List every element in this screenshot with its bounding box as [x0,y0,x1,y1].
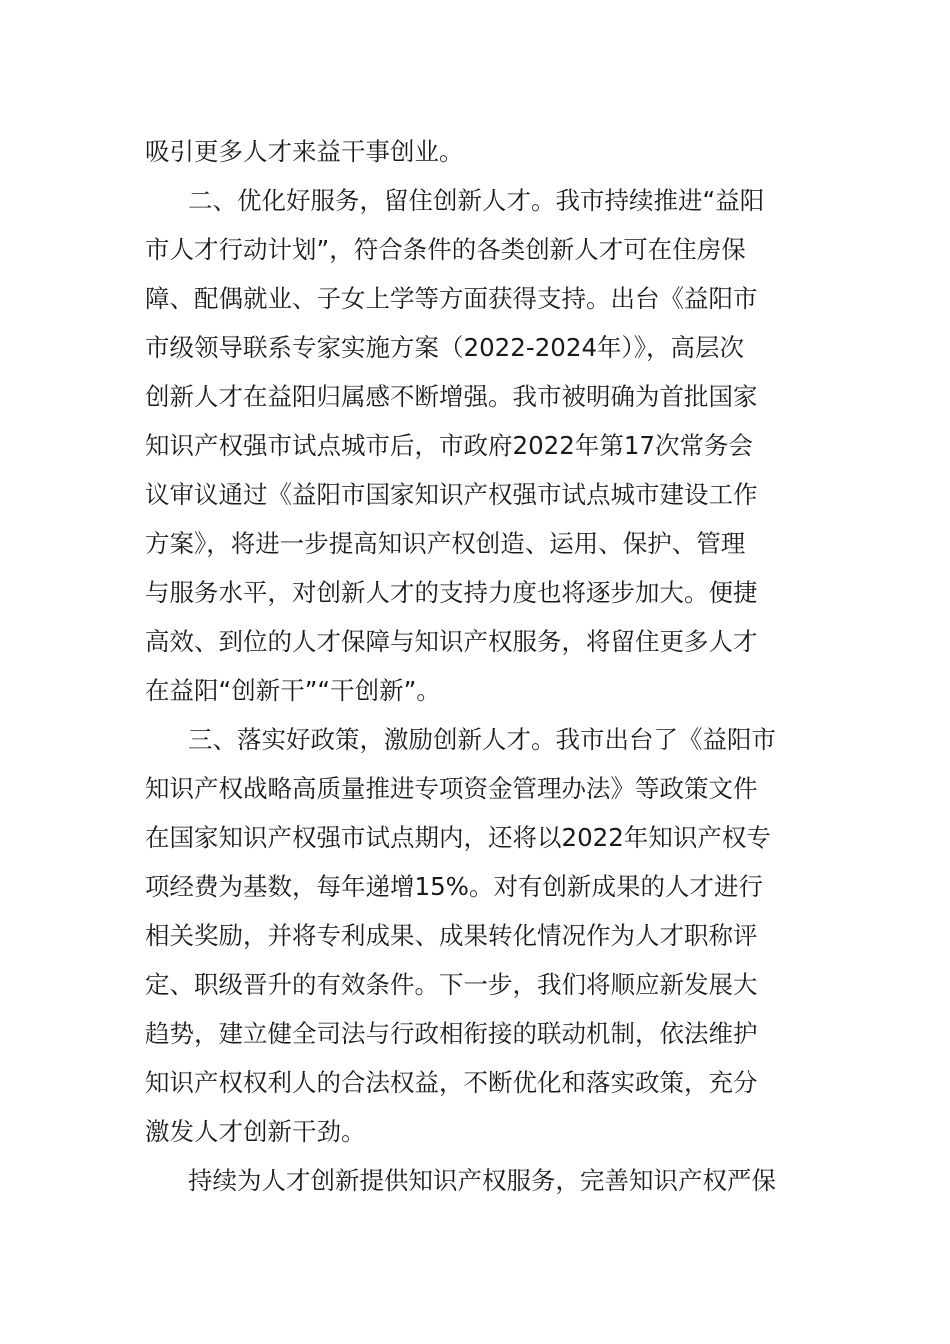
text-line: 在国家知识产权强市试点期内，还将以2022年知识产权专 [145,823,771,852]
text-line: 知识产权权利人的合法权益，不断优化和落实政策，充分 [145,1068,758,1097]
text-line: 市级领导联系专家实施方案（2022-2024年）》，高层次 [145,333,745,362]
text-line: 吸引更多人才来益干事创业。 [145,137,464,166]
text-line: 市人才行动计划”，符合条件的各类创新人才可在住房保 [145,235,746,264]
text-line: 创新人才在益阳归属感不断增强。我市被明确为首批国家 [145,382,758,411]
text-line: 在益阳“创新干”“干创新”。 [145,676,441,705]
text-line: 障、配偶就业、子女上学等方面获得支持。出台《益阳市 [145,284,758,313]
text-line: 激发人才创新干劲。 [145,1117,366,1146]
text-line: 项经费为基数，每年递增15%。对有创新成果的人才进行 [145,872,763,901]
text-line: 知识产权强市试点城市后，市政府2022年第17次常务会 [145,431,754,460]
text-line: 趋势，建立健全司法与行政相衔接的联动机制，依法维护 [145,1019,758,1048]
paragraph-first-line: 持续为人才创新提供知识产权服务，完善知识产权严保 [188,1166,776,1195]
paragraph-first-line: 三、落实好政策，激励创新人才。我市出台了《益阳市 [188,725,776,754]
text-line: 议审议通过《益阳市国家知识产权强市试点城市建设工作 [145,480,758,509]
text-line: 与服务水平，对创新人才的支持力度也将逐步加大。便捷 [145,578,758,607]
text-line: 知识产权战略高质量推进专项资金管理办法》等政策文件 [145,774,758,803]
text-line: 相关奖励，并将专利成果、成果转化情况作为人才职称评 [145,921,758,950]
text-line: 高效、到位的人才保障与知识产权服务，将留住更多人才 [145,627,758,656]
text-line: 方案》，将进一步提高知识产权创造、运用、保护、管理 [145,529,746,558]
text-line: 定、职级晋升的有效条件。下一步，我们将顺应新发展大 [145,970,758,999]
paragraph-first-line: 二、优化好服务，留住创新人才。我市持续推进“益阳 [188,186,765,215]
